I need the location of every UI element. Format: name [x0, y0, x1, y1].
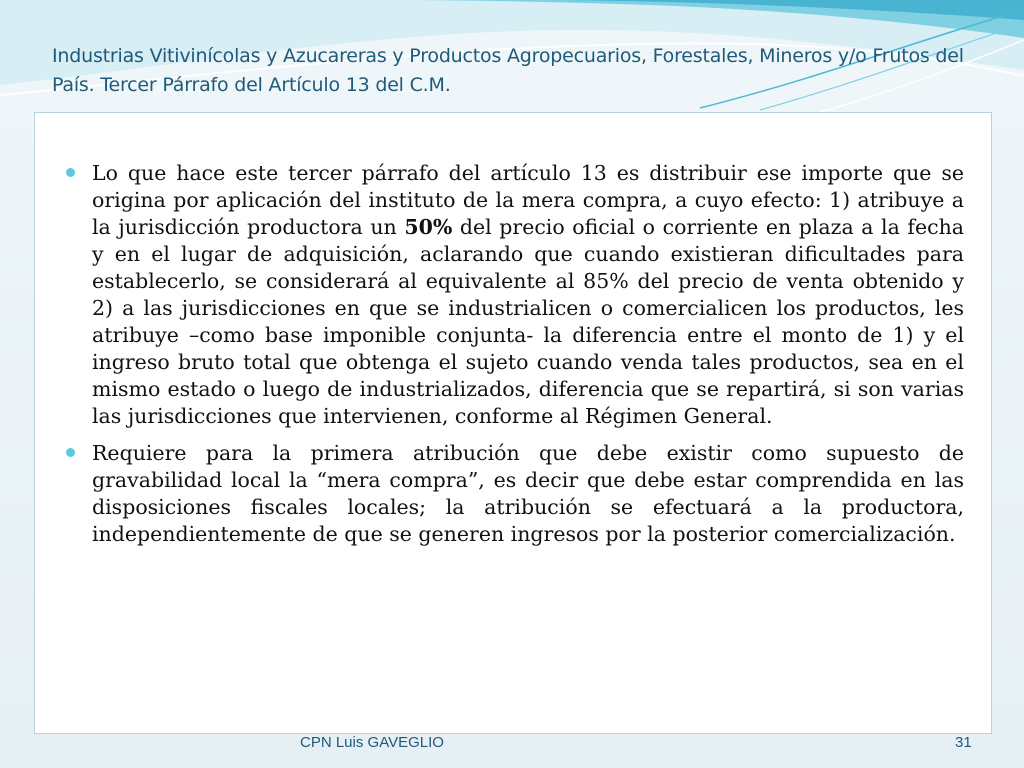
bullet-text-part: del precio oficial o corriente en plaza a la fecha y en el lugar de adquisición, aclarando que cuando existieran dificultades para establecerlo, se considerará al equivalente al 85% del precio de venta obtenido y 2) a las jurisdicciones en que se industrialicen o comercialicen los productos, les atribuye –como base imponible conjunta- la diferencia entre el monto de 1) y el ingreso bruto total que obtenga el sujeto cuando venda tales productos, sea en el mismo estado o luego de industrializados, diferencia que se repartirá, si son varias las jurisdicciones que intervienen, conforme al Régimen General.	[92, 215, 964, 428]
page-number: 31	[955, 734, 972, 751]
slide-content	[66, 160, 964, 558]
bullet-item	[66, 440, 964, 548]
bullet-dot-icon	[66, 448, 75, 457]
bullet-item	[66, 160, 964, 430]
footer-author: CPN Luis GAVEGLIO	[300, 734, 444, 751]
bullet-dot-icon	[66, 168, 75, 177]
bullet-text-part: Lo que hace este tercer párrafo del artículo 13 es distribuir ese importe que se origina por aplicación del instituto de la mera compra, a cuyo efecto: 1) atribuye a la jurisdicción productora un	[92, 161, 964, 239]
bullet-text: Requiere para la primera atribución que debe existir como supuesto de gravabilidad local la “mera compra”, es decir que debe estar comprendida en las disposiciones fiscales locales; la atribución se efectuará a la productora, independientemente de que se generen ingresos por la posterior comercialización.	[92, 441, 964, 546]
bullet-bold-percentage: 50%	[404, 215, 453, 239]
slide-title: Industrias Vitivinícolas y Azucareras y Productos Agropecuarios, Forestales, Mineros y/o Frutos del País. Tercer Párrafo del Artículo 13 del C.M.	[52, 45, 964, 96]
